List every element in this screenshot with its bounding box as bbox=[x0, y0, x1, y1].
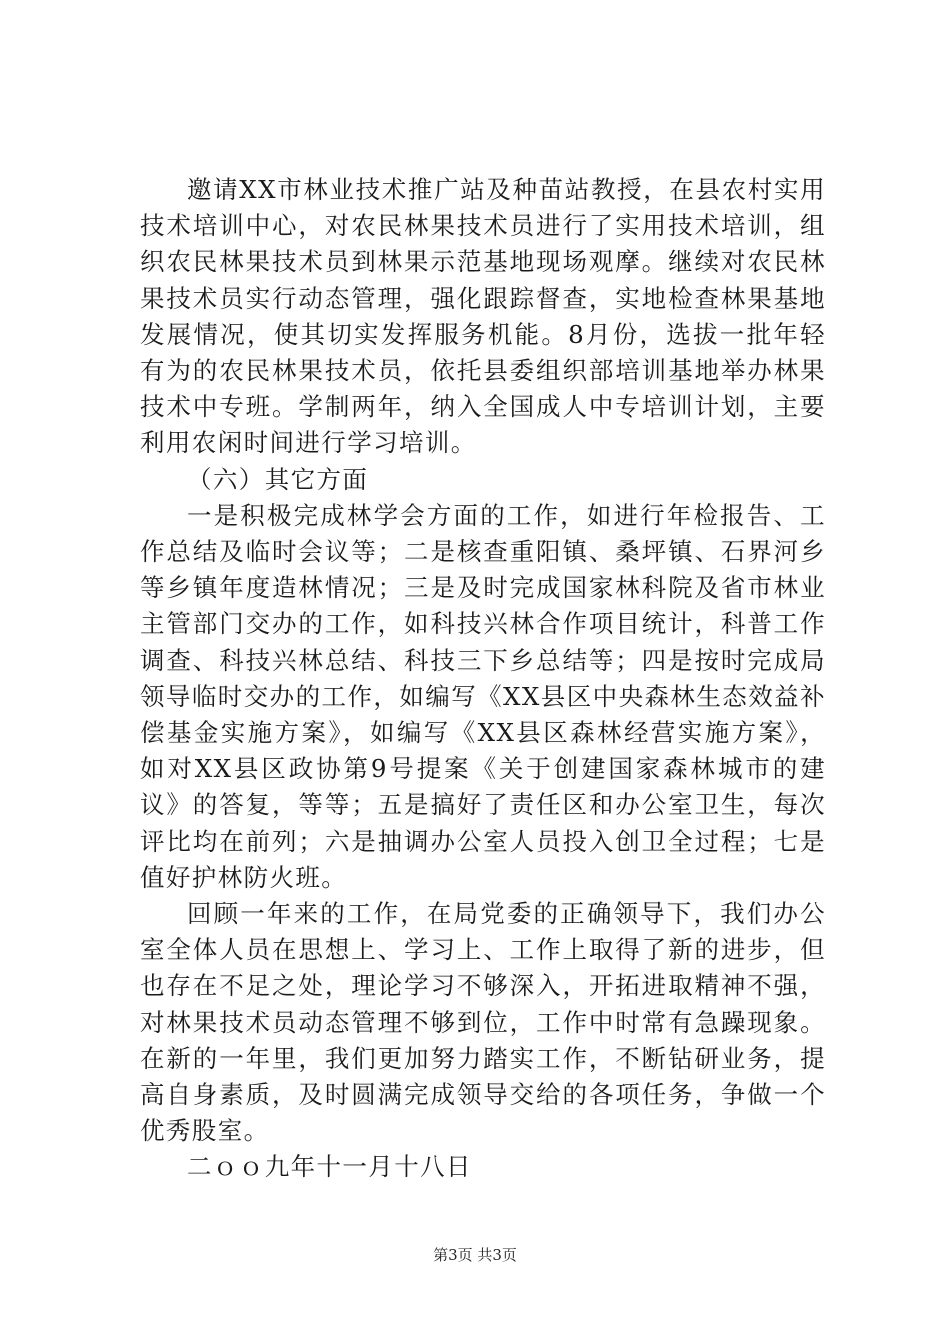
section-heading-other: （六）其它方面 bbox=[187, 464, 369, 494]
paragraph-other-work: 一是积极完成林学会方面的工作，如进行年检报告、工作总结及临时会议等；二是核查重阳镇、桑坪镇、石界河乡等乡镇年度造林情况；三是及时完成国家林科院及省市林业主管部门交办的工作，如科技兴林合作项目统计，科普工作调查、科技兴林总结、科技三下乡总结等；四是按时完成局领导临时交办的工作，如编写《XX县区中央森林生态效益补偿基金实施方案》，如编写《XX县区森林经营实施方案》，如对XX县区政协第9号提案《关于创建国家森林城市的建议》的答复，等等；五是搞好了责任区和办公室卫生，每次评比均在前列；六是抽调办公室人员投入创卫全过程；七是值好护林防火班。 bbox=[140, 500, 826, 892]
document-body bbox=[140, 172, 826, 1186]
document-date: 二ｏｏ九年十一月十八日 bbox=[187, 1152, 472, 1182]
paragraph-review: 回顾一年来的工作，在局党委的正确领导下，我们办公室全体人员在思想上、学习上、工作上取得了新的进步，但也存在不足之处，理论学习不够深入，开拓进取精神不强，对林果技术员动态管理不够到位，工作中时常有急躁现象。在新的一年里，我们更加努力踏实工作，不断钻研业务，提高自身素质，及时圆满完成领导交给的各项任务，争做一个优秀股室。 bbox=[140, 899, 826, 1146]
paragraph-training: 邀请XX市林业技术推广站及种苗站教授，在县农村实用技术培训中心，对农民林果技术员进行了实用技术培训，组织农民林果技术员到林果示范基地现场观摩。继续对农民林果技术员实行动态管理，强化跟踪督查，实地检查林果基地发展情况，使其切实发挥服务机能。8月份，选拔一批年轻有为的农民林果技术员，依托县委组织部培训基地举办林果技术中专班。学制两年，纳入全国成人中专培训计划，主要利用农闲时间进行学习培训。 bbox=[140, 175, 826, 458]
page-footer: 第3页 共3页 bbox=[433, 1246, 517, 1264]
